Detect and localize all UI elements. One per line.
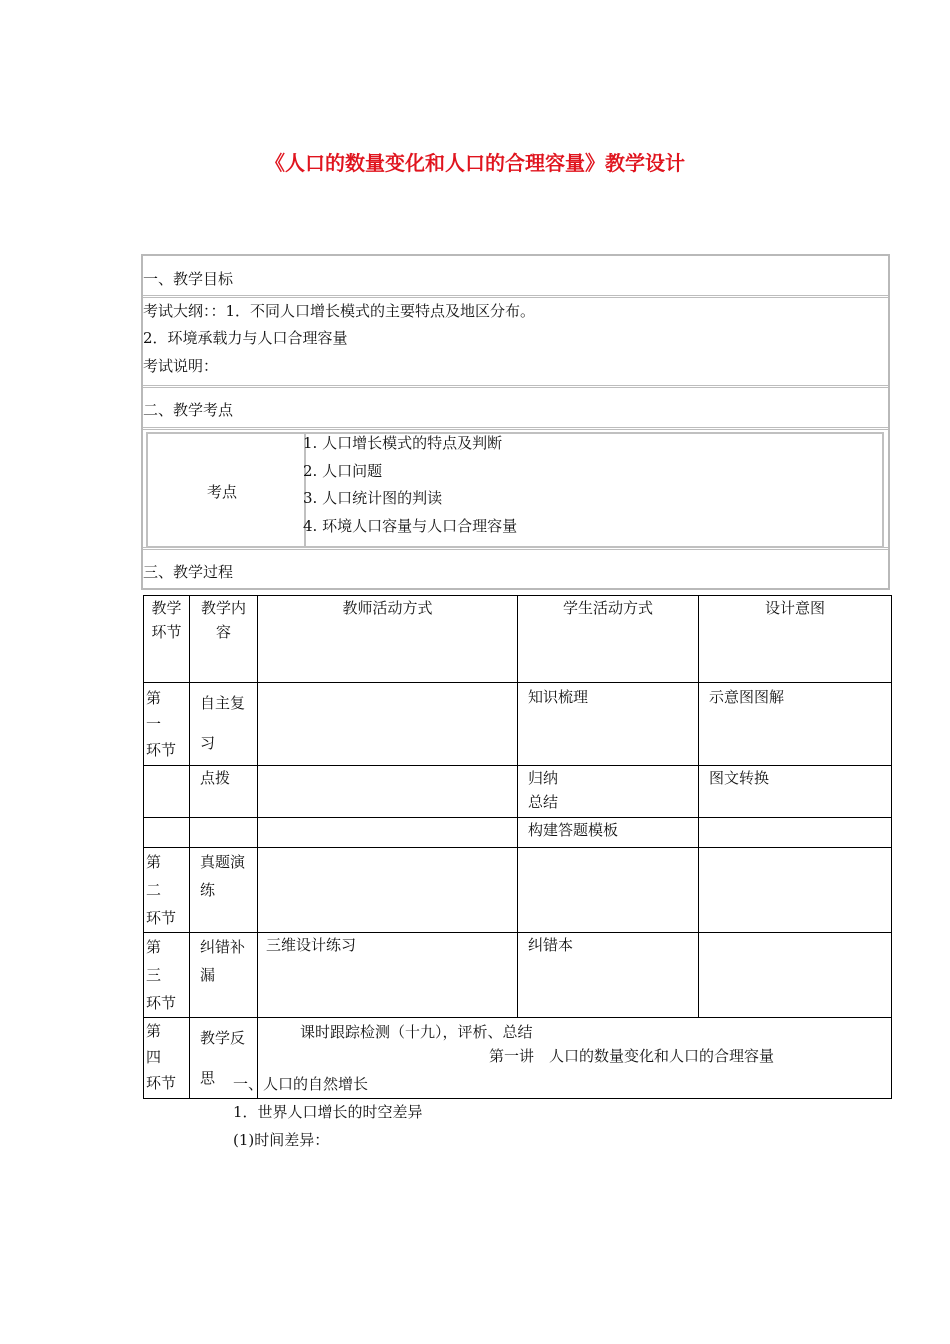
content-cell: 纠错补 漏 <box>190 933 258 1018</box>
section3-heading: 三、教学过程 <box>143 563 234 581</box>
kaodian-item: 1. 人口增长模式的特点及判断 <box>303 434 503 452</box>
table-row <box>144 818 892 848</box>
content-cell: 教学反 思 <box>190 1018 258 1099</box>
kaodian-item: 3. 人口统计图的判读 <box>303 489 443 507</box>
stage-cell <box>144 818 190 848</box>
table-header-row <box>144 596 892 683</box>
header-cell-intent: 设计意图 <box>699 596 892 683</box>
header-cell-teacher: 教师活动方式 <box>258 596 518 683</box>
kaodian-label: 考点 <box>207 483 238 501</box>
header-cell-student: 学生活动方式 <box>518 596 699 683</box>
content-cell <box>190 818 258 848</box>
header-cell-stage: 教学 环节 <box>144 596 190 683</box>
stage-cell: 第 四 环节 <box>144 1018 190 1099</box>
teacher-cell <box>258 683 518 766</box>
intent-cell <box>699 933 892 1018</box>
section1-heading: 一、教学目标 <box>143 270 234 288</box>
stage-cell <box>144 766 190 818</box>
exam-note-line: 考试说明： <box>143 357 219 375</box>
header-cell-content: 教学内 容 <box>190 596 258 683</box>
exam-outline-line: 2．环境承载力与人口合理容量 <box>143 329 348 347</box>
kaodian-item: 4. 环境人口容量与人口合理容量 <box>303 517 518 535</box>
kaodian-item: 2. 人口问题 <box>303 462 383 480</box>
lecture-line: 1．世界人口增长的时空差异 <box>233 1103 423 1121</box>
content-cell: 真题演 练 <box>190 848 258 933</box>
student-cell <box>518 848 699 933</box>
intent-cell: 图文转换 <box>699 766 892 818</box>
intent-cell <box>699 818 892 848</box>
lecture-heading: 第一讲 人口的数量变化和人口的合理容量 <box>489 1047 775 1065</box>
exam-outline-line: 考试大纲：：1．不同人口增长模式的主要特点及地区分布。 <box>143 302 536 320</box>
stage-cell: 第 二 环节 <box>144 848 190 933</box>
table-row <box>144 683 892 766</box>
document-title: 《人口的数量变化和人口的合理容量》教学设计 <box>265 151 685 175</box>
content-cell: 点拨 <box>190 766 258 818</box>
student-cell: 纠错本 <box>518 933 699 1018</box>
intent-cell <box>699 848 892 933</box>
merged-cell: 课时跟踪检测（十九），评析、总结 <box>258 1018 892 1099</box>
content-cell: 自主复 习 <box>190 683 258 766</box>
table-row <box>144 933 892 1018</box>
teacher-cell <box>258 848 518 933</box>
teacher-cell <box>258 818 518 848</box>
lecture-line: (1)时间差异： <box>233 1131 330 1149</box>
teacher-cell: 三维设计练习 <box>258 933 518 1018</box>
stage-cell: 第 一 环节 <box>144 683 190 766</box>
section2-heading: 二、教学考点 <box>143 401 234 419</box>
student-cell: 构建答题模板 <box>518 818 699 848</box>
student-cell: 归纳 总结 <box>518 766 699 818</box>
student-cell: 知识梳理 <box>518 683 699 766</box>
intent-cell: 示意图图解 <box>699 683 892 766</box>
teaching-process-table <box>143 595 892 1099</box>
table-row <box>144 766 892 818</box>
divider <box>143 385 888 388</box>
lecture-line: 一、人口的自然增长 <box>233 1075 369 1093</box>
teacher-cell <box>258 766 518 818</box>
table-row <box>144 848 892 933</box>
stage-cell: 第 三 环节 <box>144 933 190 1018</box>
divider <box>143 295 888 298</box>
divider <box>143 427 888 430</box>
